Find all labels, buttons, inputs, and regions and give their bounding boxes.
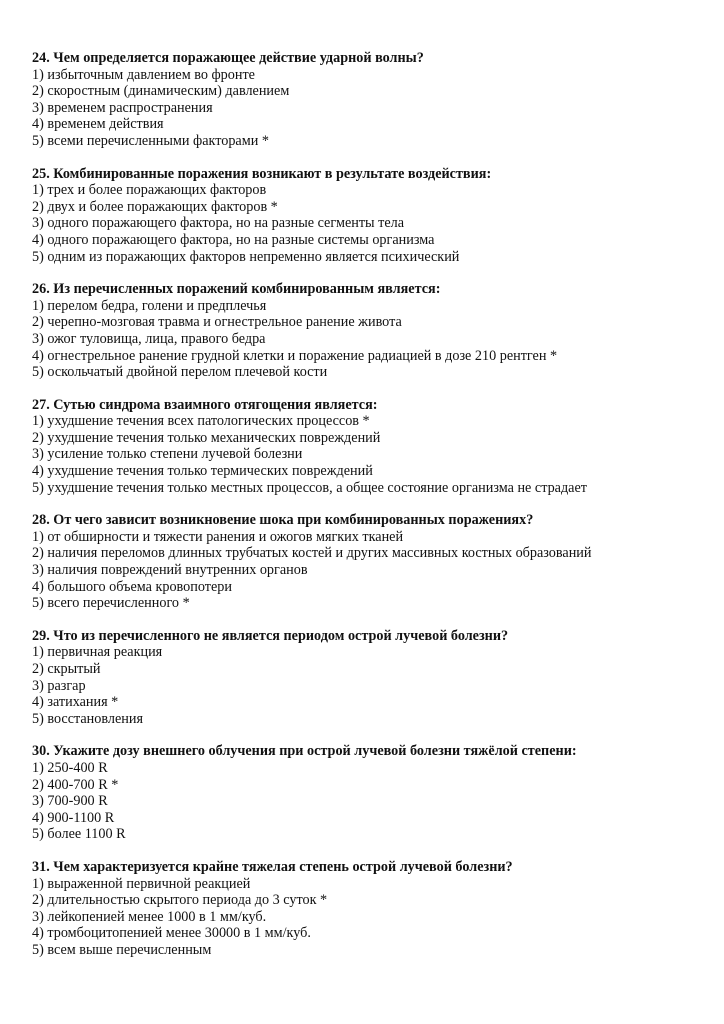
question-24 [32, 50, 704, 150]
question-28 [32, 512, 704, 612]
question-27 [32, 397, 704, 497]
answer-option: 3) разгар [32, 677, 86, 694]
answer-option: 1) ухудшение течения всех патологических процессов * [32, 413, 370, 430]
question-title: 29. Что из перечисленного не является периодом острой лучевой болезни? [32, 627, 509, 644]
answer-option: 2) двух и более поражающих факторов * [32, 198, 278, 215]
answer-option: 2) 400-700 R * [32, 776, 119, 793]
answer-option: 4) огнестрельное ранение грудной клетки и поражение радиацией в дозе 210 рентген * [32, 347, 558, 364]
question-title: 26. Из перечисленных поражений комбинированным является: [32, 281, 441, 298]
answer-option: 3) усиление только степени лучевой болезни [32, 446, 303, 463]
answer-option: 1) от обширности и тяжести ранения и ожогов мягких тканей [32, 528, 404, 545]
answer-option: 1) первичная реакция [32, 644, 163, 661]
question-title: 25. Комбинированные поражения возникают в результате воздействия: [32, 165, 492, 182]
question-title: 31. Чем характеризуется крайне тяжелая степень острой лучевой болезни? [32, 858, 513, 875]
answer-option: 4) 900-1100 R [32, 809, 115, 826]
answer-option: 3) одного поражающего фактора, но на разные сегменты тела [32, 215, 405, 232]
answer-option: 2) скрытый [32, 661, 101, 677]
question-title: 30. Укажите дозу внешнего облучения при острой лучевой болезни тяжёлой степени: [32, 743, 577, 760]
question-26 [32, 281, 704, 381]
answer-option: 2) наличия переломов длинных трубчатых костей и других массивных костных образований [32, 545, 592, 562]
answer-option: 4) затихания * [32, 694, 119, 711]
answer-option: 1) выраженной первичной реакцией [32, 875, 251, 892]
answer-option: 5) ухудшение течения только местных процессов, а общее состояние организма не страдает [32, 479, 587, 496]
question-29 [32, 628, 704, 728]
answer-option: 4) одного поражающего фактора, но на разные системы организма [32, 231, 435, 248]
answer-option: 3) ожог туловища, лица, правого бедра [32, 330, 266, 347]
question-title: 28. От чего зависит возникновение шока при комбинированных поражениях? [32, 512, 534, 529]
answer-option: 3) наличия повреждений внутренних органов [32, 562, 308, 579]
question-title: 27. Сутью синдрома взаимного отягощения является: [32, 396, 378, 413]
answer-option: 5) восстановления [32, 710, 143, 727]
answer-option: 2) длительностью скрытого периода до 3 суток * [32, 892, 328, 909]
answer-option: 2) скоростным (динамическим) давлением [32, 83, 290, 100]
answer-option: 4) большого объема кровопотери [32, 578, 232, 595]
answer-option: 5) оскольчатый двойной перелом плечевой кости [32, 364, 328, 381]
question-title: 24. Чем определяется поражающее действие ударной волны? [32, 50, 424, 66]
answer-option: 1) 250-400 R [32, 759, 108, 776]
answer-option: 1) трех и более поражающих факторов [32, 182, 267, 199]
question-30 [32, 743, 704, 843]
answer-option: 5) более 1100 R [32, 826, 126, 843]
question-31 [32, 859, 704, 959]
answer-option: 5) всего перечисленного * [32, 595, 190, 612]
answer-option: 2) черепно-мозговая травма и огнестрельное ранение живота [32, 314, 402, 331]
question-25 [32, 166, 704, 266]
answer-option: 4) временем действия [32, 116, 164, 133]
answer-option: 3) временем распространения [32, 99, 213, 116]
answer-option: 3) 700-900 R [32, 793, 108, 810]
answer-option: 1) избыточным давлением во фронте [32, 66, 255, 83]
answer-option: 5) всеми перечисленными факторами * [32, 132, 269, 149]
document-page [32, 50, 704, 975]
answer-option: 4) ухудшение течения только термических повреждений [32, 463, 373, 480]
answer-option: 5) одним из поражающих факторов непременно является психический [32, 248, 460, 265]
answer-option: 3) лейкопенией менее 1000 в 1 мм/куб. [32, 908, 267, 925]
answer-option: 1) перелом бедра, голени и предплечья [32, 297, 267, 314]
answer-option: 5) всем выше перечисленным [32, 941, 212, 958]
answer-option: 4) тромбоцитопенией менее 30000 в 1 мм/куб. [32, 925, 311, 942]
answer-option: 2) ухудшение течения только механических повреждений [32, 429, 381, 446]
